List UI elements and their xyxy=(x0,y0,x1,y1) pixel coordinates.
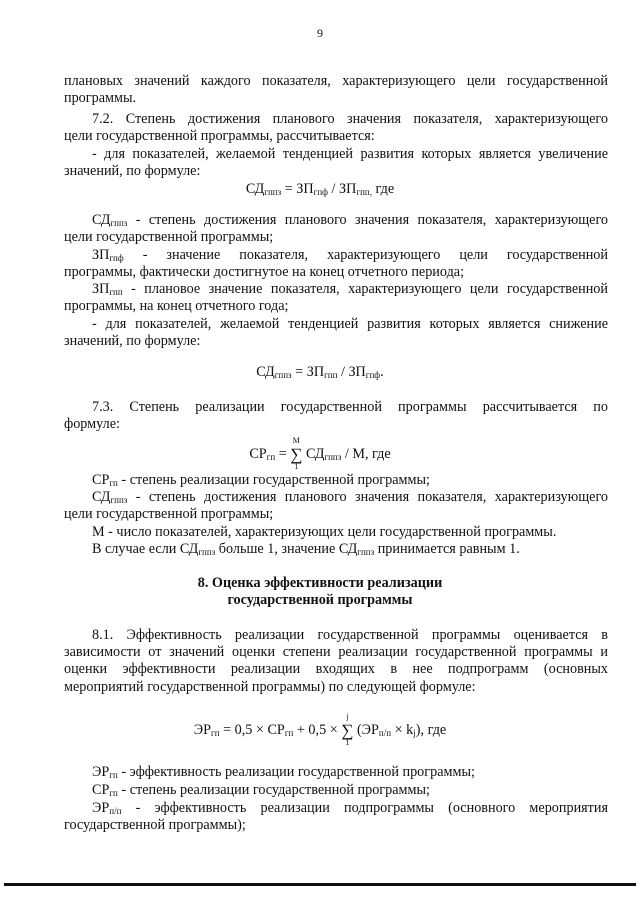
formula-4: $ЭР_{гп} = 0,5 \times СР_{гп} + 0,5$ × ∑ j 1 $(ЭР_{п/п} \times k_j)$, где xyxy=(193,712,447,747)
text-line: М - число показателей, характеризующих цели государственной программы. xyxy=(92,524,557,540)
text-line: $СД_{гппз}$ - степень достижения планового значения показателя, характеризующего xyxy=(92,212,608,228)
text-line: программы, на конец отчетного года; xyxy=(64,298,289,314)
text-line: $ЗП_{гпп}$ - плановое значение показателя, характеризующего цели государственной xyxy=(92,281,608,297)
text-line: цели государственной программы; xyxy=(64,229,274,245)
text-line: $СД_{гппз}$ - степень достижения планового значения показателя, характеризующего xyxy=(92,489,608,505)
formula-1: $СД_{гппз} = ЗП_{гпф} / ЗП_{гпп,}$ где xyxy=(245,181,395,197)
text-line: плановых значений каждого показателя, характеризующего цели государственной xyxy=(64,73,608,89)
text-line: $СР_{гп}$ - степень реализации государственной программы; xyxy=(92,782,430,798)
text-line: зависимости от значений оценки степени реализации государственной программы и xyxy=(64,644,608,660)
text-line: цели государственной программы, рассчитывается: xyxy=(64,128,375,144)
sum-sign: ∑ j 1 xyxy=(341,712,354,747)
text-line: программы, фактически достигнутое на конец отчетного периода; xyxy=(64,264,465,280)
text-line: $ЭР_{гп}$ - эффективность реализации государственной программы; xyxy=(92,764,475,780)
section-heading: государственной программы xyxy=(227,592,413,608)
text-line: $ЗП_{гпф}$ - значение показателя, характеризующего цели государственной xyxy=(92,247,608,263)
text-line: - для показателей, желаемой тенденцией развития которых является увеличение xyxy=(92,146,608,162)
text-line: формуле: xyxy=(64,416,120,432)
text-line: $ЭР_{п/п}$ - эффективность реализации подпрограммы (основного мероприятия xyxy=(92,800,608,816)
text-line: цели государственной программы; xyxy=(64,506,274,522)
text-line: оценки эффективности реализации входящих в нее подпрограмм (основных xyxy=(64,661,608,677)
text-line: 8.1. Эффективность реализации государственной программы оценивается в xyxy=(92,627,608,643)
text-line: 7.2. Степень достижения планового значения показателя, характеризующего xyxy=(92,111,608,127)
formula-3: $СР_{гп}$ = ∑ М 1 $СД_{гппз}$ / М, где xyxy=(249,436,391,471)
page-number: 9 xyxy=(317,26,323,40)
text-line: государственной программы); xyxy=(64,817,246,833)
text-line: 7.3. Степень реализации государственной программы рассчитывается по xyxy=(92,399,608,415)
formula-2: $СД_{гппз} = ЗП_{гпп} / ЗП_{гпф}$. xyxy=(256,364,384,380)
bottom-rule xyxy=(4,883,636,886)
section-heading: 8. Оценка эффективности реализации xyxy=(197,575,443,591)
text-line: программы. xyxy=(64,90,137,106)
text-line: $СР_{гп}$ - степень реализации государственной программы; xyxy=(92,472,430,488)
sum-sign: ∑ М 1 xyxy=(290,436,303,471)
text-line: значений, по формуле: xyxy=(64,333,201,349)
text-line: В случае если $СД_{гппз}$ больше 1, значение $СД_{гппз}$ принимается равным 1. xyxy=(92,541,520,557)
text-line: мероприятий государственной программы) по следующей формуле: xyxy=(64,679,476,695)
text-line: - для показателей, желаемой тенденцией развития которых является снижение xyxy=(92,316,608,332)
text-line: значений, по формуле: xyxy=(64,163,201,179)
